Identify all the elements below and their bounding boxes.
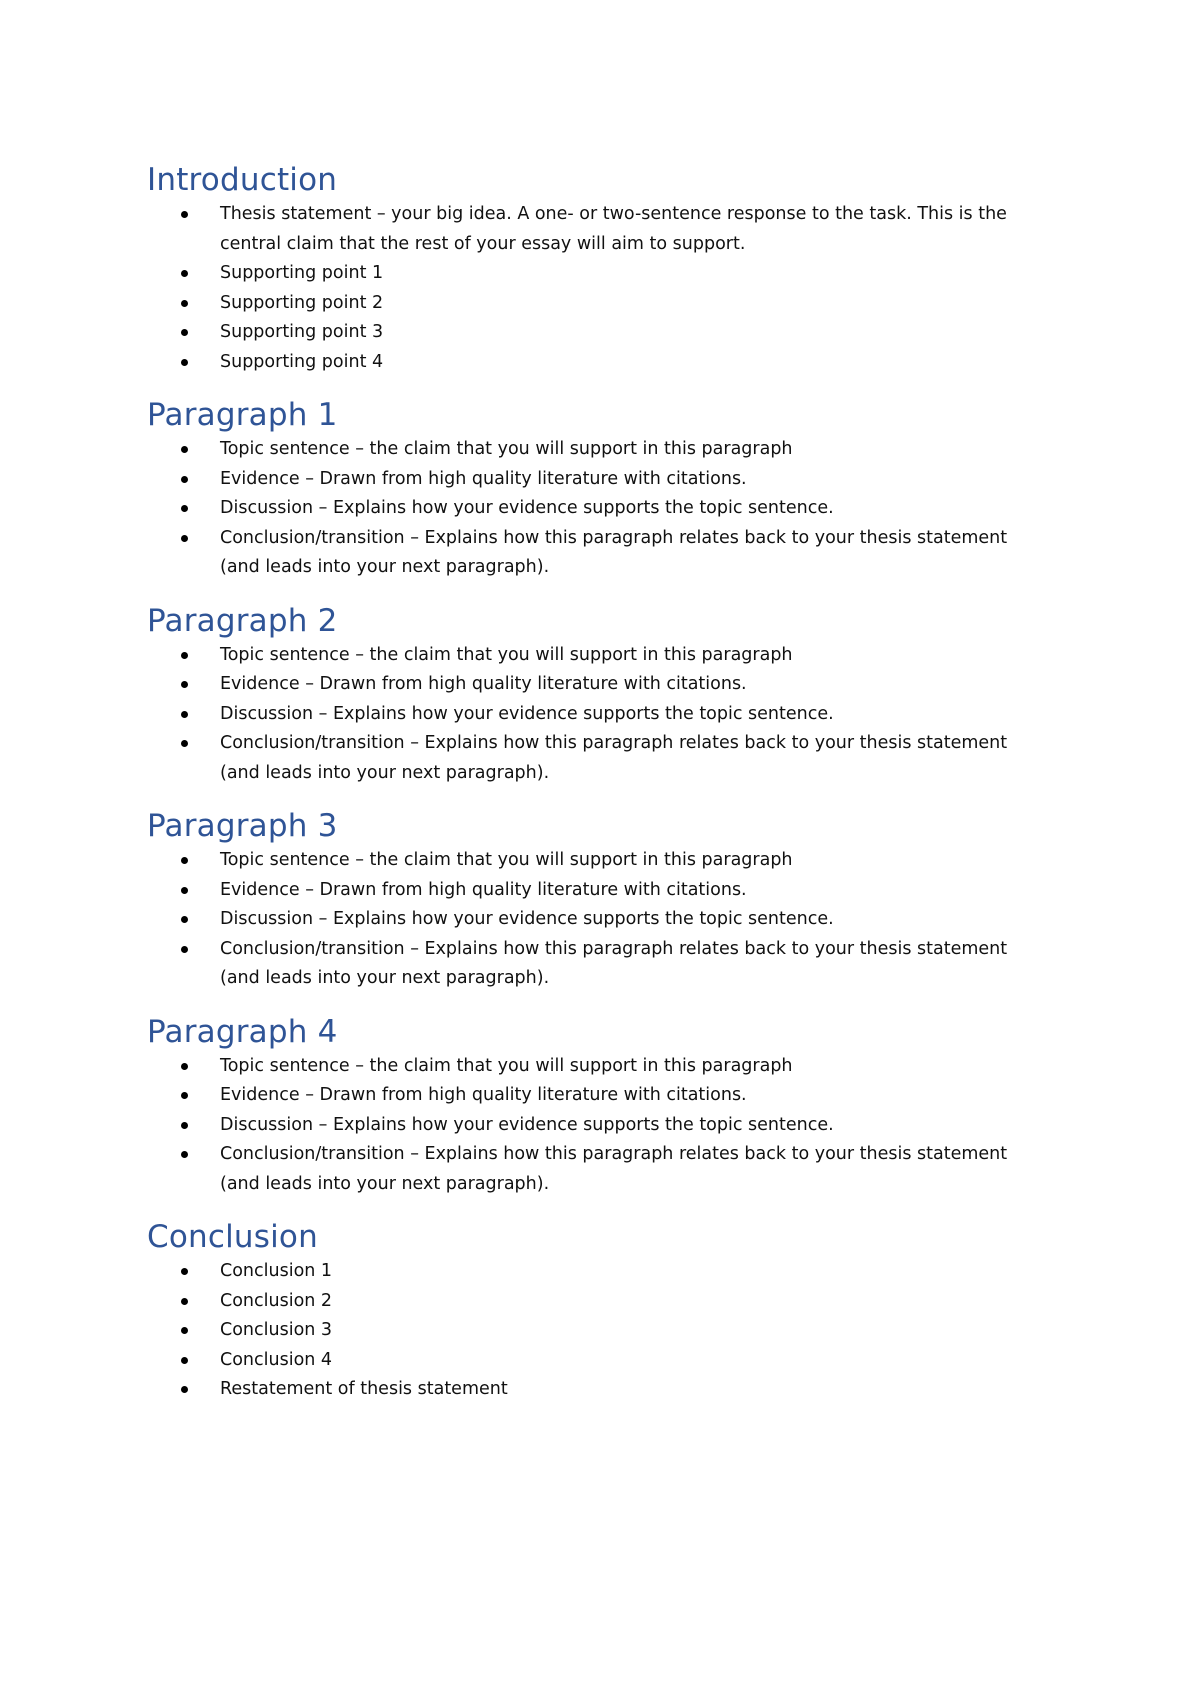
- bullet-icon: [181, 946, 188, 953]
- list-item-text: Discussion – Explains how your evidence supports the topic sentence.: [220, 1114, 834, 1135]
- list-item: [147, 670, 1047, 700]
- bullet-list: [147, 200, 1047, 377]
- bullet-icon: [181, 711, 188, 718]
- list-item: [147, 1346, 1047, 1376]
- bullet-icon: [181, 1092, 188, 1099]
- list-item: [147, 1111, 1047, 1141]
- bullet-icon: [181, 887, 188, 894]
- list-item: [147, 846, 1047, 876]
- section-introduction: [147, 160, 1047, 377]
- list-item-text: Evidence – Drawn from high quality literature with citations.: [220, 674, 747, 694]
- bullet-list: [147, 1052, 1047, 1200]
- list-item: [147, 876, 1047, 906]
- bullet-icon: [181, 740, 188, 747]
- list-item-text: Restatement of thesis statement: [220, 1379, 508, 1399]
- bullet-icon: [181, 857, 188, 864]
- list-item: [147, 318, 1047, 348]
- list-item: [147, 524, 1047, 583]
- section-paragraph-4: [147, 1012, 1047, 1200]
- bullet-icon: [181, 359, 188, 366]
- bullet-list: [147, 1257, 1047, 1405]
- bullet-icon: [181, 1122, 188, 1129]
- list-item: [147, 641, 1047, 671]
- section-heading: Paragraph 4: [147, 1013, 338, 1050]
- bullet-icon: [181, 476, 188, 483]
- list-item: [147, 1375, 1047, 1405]
- bullet-icon: [181, 1386, 188, 1393]
- list-item-text: Conclusion/transition – Explains how this paragraph relates back to your thesis statement (and leads into your next paragraph).: [220, 938, 1008, 988]
- bullet-icon: [181, 270, 188, 277]
- list-item: [147, 700, 1047, 730]
- list-item-text: Conclusion/transition – Explains how this paragraph relates back to your thesis statement (and leads into your next paragraph).: [220, 733, 1008, 783]
- list-item-text: Discussion – Explains how your evidence supports the topic sentence.: [220, 498, 834, 518]
- list-item: [147, 1052, 1047, 1082]
- bullet-icon: [181, 1327, 188, 1334]
- list-item: [147, 729, 1047, 788]
- section-heading: Paragraph 2: [147, 602, 338, 639]
- list-item: [147, 935, 1047, 994]
- list-item-text: Conclusion 3: [220, 1320, 333, 1340]
- list-item: [147, 1081, 1047, 1111]
- list-item-text: Discussion – Explains how your evidence supports the topic sentence.: [220, 703, 834, 724]
- list-item-text: Conclusion 4: [220, 1349, 333, 1370]
- list-item: [147, 1287, 1047, 1317]
- list-item-text: Supporting point 4: [220, 351, 384, 372]
- bullet-icon: [181, 681, 188, 688]
- list-item-text: Supporting point 1: [220, 263, 384, 283]
- list-item: [147, 348, 1047, 378]
- list-item-text: Conclusion 2: [220, 1290, 333, 1311]
- list-item-text: Thesis statement – your big idea. A one- or two-sentence response to the task. This is the central claim that the rest of your essay will aim to support.: [220, 204, 1007, 254]
- section-heading: Paragraph 1: [147, 397, 338, 433]
- list-item-text: Conclusion 1: [220, 1261, 333, 1281]
- bullet-icon: [181, 446, 188, 453]
- list-item-text: Evidence – Drawn from high quality literature with citations.: [220, 1085, 747, 1105]
- bullet-icon: [181, 1268, 188, 1275]
- list-item-text: Topic sentence – the claim that you will support in this paragraph: [220, 850, 793, 870]
- section-paragraph-3: [147, 806, 1047, 994]
- list-item-text: Conclusion/transition – Explains how this paragraph relates back to your thesis statement (and leads into your next paragraph).: [220, 1144, 1008, 1194]
- list-item-text: Conclusion/transition – Explains how this paragraph relates back to your thesis statement (and leads into your next paragraph).: [220, 527, 1008, 577]
- bullet-icon: [181, 1151, 188, 1158]
- list-item: [147, 465, 1047, 495]
- list-item: [147, 1140, 1047, 1199]
- bullet-icon: [181, 535, 188, 542]
- list-item: [147, 1316, 1047, 1346]
- list-item-text: Evidence – Drawn from high quality literature with citations.: [220, 468, 747, 489]
- section-paragraph-1: [147, 395, 1047, 583]
- list-item-text: Topic sentence – the claim that you will support in this paragraph: [220, 439, 793, 459]
- section-conclusion: [147, 1217, 1047, 1405]
- list-item: [147, 200, 1047, 259]
- bullet-icon: [181, 916, 188, 923]
- bullet-list: [147, 846, 1047, 994]
- list-item-text: Topic sentence – the claim that you will support in this paragraph: [220, 1055, 793, 1076]
- list-item: [147, 494, 1047, 524]
- list-item-text: Supporting point 3: [220, 322, 384, 342]
- bullet-icon: [181, 329, 188, 336]
- bullet-icon: [181, 1063, 188, 1070]
- list-item-text: Discussion – Explains how your evidence supports the topic sentence.: [220, 909, 834, 929]
- list-item-text: Evidence – Drawn from high quality literature with citations.: [220, 879, 747, 900]
- bullet-icon: [181, 211, 188, 218]
- bullet-icon: [181, 652, 188, 659]
- section-paragraph-2: [147, 601, 1047, 789]
- section-heading: Introduction: [147, 162, 338, 198]
- bullet-list: [147, 641, 1047, 789]
- section-heading: Paragraph 3: [147, 808, 338, 844]
- list-item: [147, 1257, 1047, 1287]
- list-item-text: Supporting point 2: [220, 292, 384, 313]
- bullet-icon: [181, 505, 188, 512]
- bullet-icon: [181, 300, 188, 307]
- section-heading: Conclusion: [147, 1219, 318, 1255]
- bullet-icon: [181, 1298, 188, 1305]
- list-item: [147, 905, 1047, 935]
- bullet-list: [147, 435, 1047, 583]
- list-item-text: Topic sentence – the claim that you will support in this paragraph: [220, 644, 793, 665]
- list-item: [147, 435, 1047, 465]
- list-item: [147, 289, 1047, 319]
- list-item: [147, 259, 1047, 289]
- bullet-icon: [181, 1357, 188, 1364]
- document-page: [147, 160, 1047, 1423]
